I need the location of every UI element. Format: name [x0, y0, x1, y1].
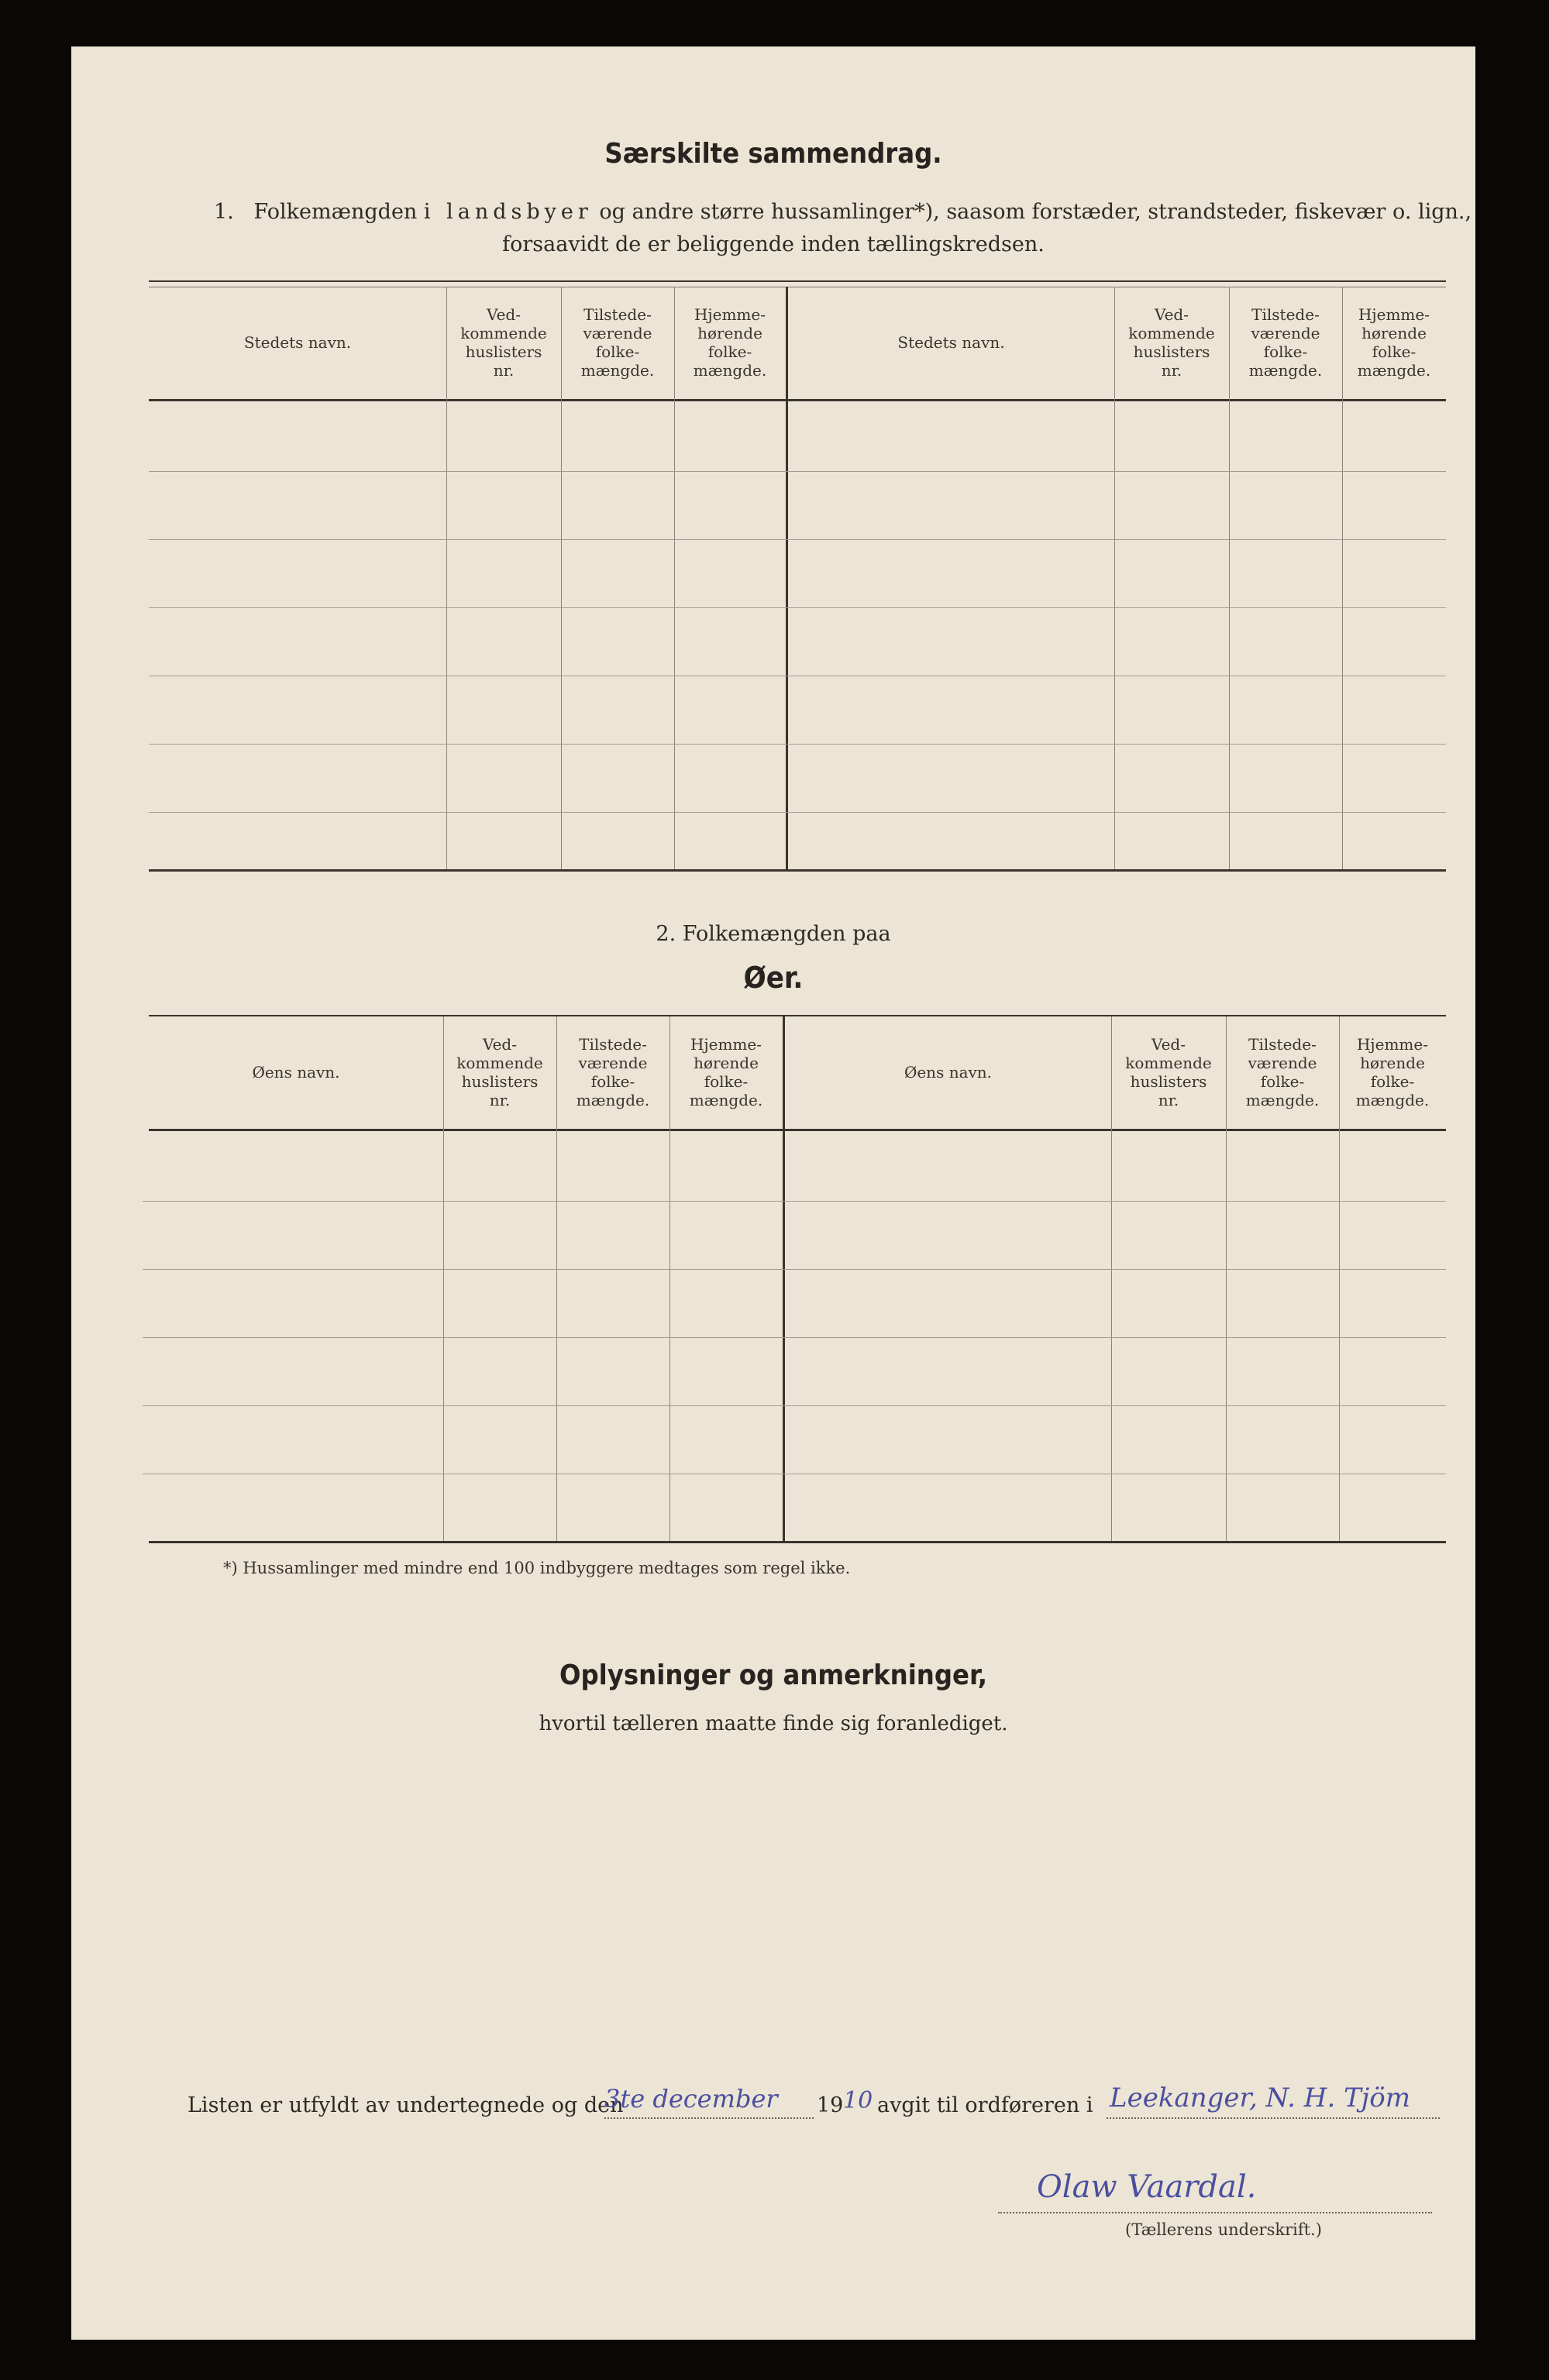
table1-bottom-rule — [149, 869, 1446, 872]
table1-header-tilstede-right: Tilstede- værende folke- mængde. — [1248, 305, 1323, 380]
table1-header-hjemme: Hjemme- hørende folke- mængde. — [693, 305, 767, 380]
year-prefix: 19 — [817, 2093, 844, 2117]
table2-header-hjemme-right: Hjemme- hørende folke- mængde. — [1355, 1035, 1430, 1109]
page-title: Særskilte sammendrag. — [604, 138, 942, 170]
table1-top-rule — [149, 280, 1446, 282]
table2-header-tilstede: Tilstede- værende folke- mængde. — [576, 1035, 650, 1109]
table2-header-vedkommende-right: Ved- kommende huslisters nr. — [1125, 1035, 1212, 1109]
census-form-page — [71, 46, 1475, 2340]
table1-header-vedkommende-right: Ved- kommende huslisters nr. — [1128, 305, 1215, 380]
table1-center-divider — [786, 287, 788, 869]
table2-row-rule — [143, 1337, 1446, 1338]
handwritten-year: 10 — [843, 2087, 873, 2114]
table2-bottom-rule — [149, 1541, 1446, 1543]
section1-text-c: og andre større hussamlinger*), saasom forstæder, strandsteder, fiskevær o. lign., — [599, 200, 1472, 224]
place-fill-line — [1107, 2117, 1440, 2119]
statement-text-2: avgit til ordføreren i — [877, 2093, 1093, 2117]
table2-header-oens-navn: Øens navn. — [252, 1063, 340, 1082]
table2-header-tilstede-right: Tilstede- værende folke- mængde. — [1245, 1035, 1320, 1109]
enumerator-signature: Olaw Vaardal. — [1037, 2169, 1257, 2205]
table1-header-vedkommende: Ved- kommende huslisters nr. — [460, 305, 547, 380]
table1-header-stedets-navn: Stedets navn. — [243, 333, 352, 352]
section1-intro-line2: forsaavidt de er beliggende inden tællingskredsen. — [502, 232, 1045, 256]
section2-title: Øer. — [743, 961, 804, 995]
signature-caption: (Tællerens underskrift.) — [1125, 2220, 1322, 2239]
handwritten-place: Leekanger, N. H. Tjöm — [1110, 2082, 1410, 2113]
table1-row-rule — [149, 744, 1446, 745]
footnote: *) Hussamlinger med mindre end 100 indbyggere medtages som regel ikke. — [223, 1559, 851, 1577]
table1-row-rule — [149, 812, 1446, 813]
remarks-subtitle: hvortil tælleren maatte finde sig foranlediget. — [539, 1712, 1008, 1735]
table2-header-hjemme: Hjemme- hørende folke- mængde. — [689, 1035, 763, 1109]
table1-header-rule — [149, 399, 1446, 401]
table2-center-divider — [783, 1016, 785, 1541]
statement-text-1: Listen er utfyldt av undertegnede og den — [188, 2093, 624, 2117]
completion-statement — [188, 2093, 624, 2117]
date-fill-line — [604, 2117, 814, 2119]
table1-row-rule — [149, 539, 1446, 540]
handwritten-date: 3te december — [604, 2084, 778, 2113]
table2-row-rule — [143, 1269, 1446, 1270]
table2-header-oens-navn-right: Øens navn. — [904, 1063, 993, 1082]
table1-row-rule — [149, 607, 1446, 608]
section1-number: 1. — [214, 200, 234, 224]
table2-header-vedkommende: Ved- kommende huslisters nr. — [456, 1035, 543, 1109]
section1-text-b: i landsbyer — [423, 200, 593, 224]
table2-top-rule — [149, 1015, 1446, 1016]
table2-row-rule — [143, 1201, 1446, 1202]
signature-fill-line — [998, 2211, 1432, 2213]
section2-intro: 2. Folkemængden paa — [656, 922, 891, 946]
section1-intro-line1 — [214, 200, 1472, 224]
table2-row-rule — [143, 1405, 1446, 1406]
table2-header-rule — [149, 1129, 1446, 1131]
table1-header-hjemme-right: Hjemme- hørende folke- mængde. — [1357, 305, 1431, 380]
table1-header-tilstede: Tilstede- værende folke- mængde. — [580, 305, 655, 380]
remarks-title: Oplysninger og anmerkninger, — [559, 1659, 988, 1691]
table1-row-rule — [149, 471, 1446, 472]
section1-text-a: Folkemængden — [253, 200, 418, 224]
table1-header-stedets-navn-right: Stedets navn. — [897, 333, 1005, 352]
